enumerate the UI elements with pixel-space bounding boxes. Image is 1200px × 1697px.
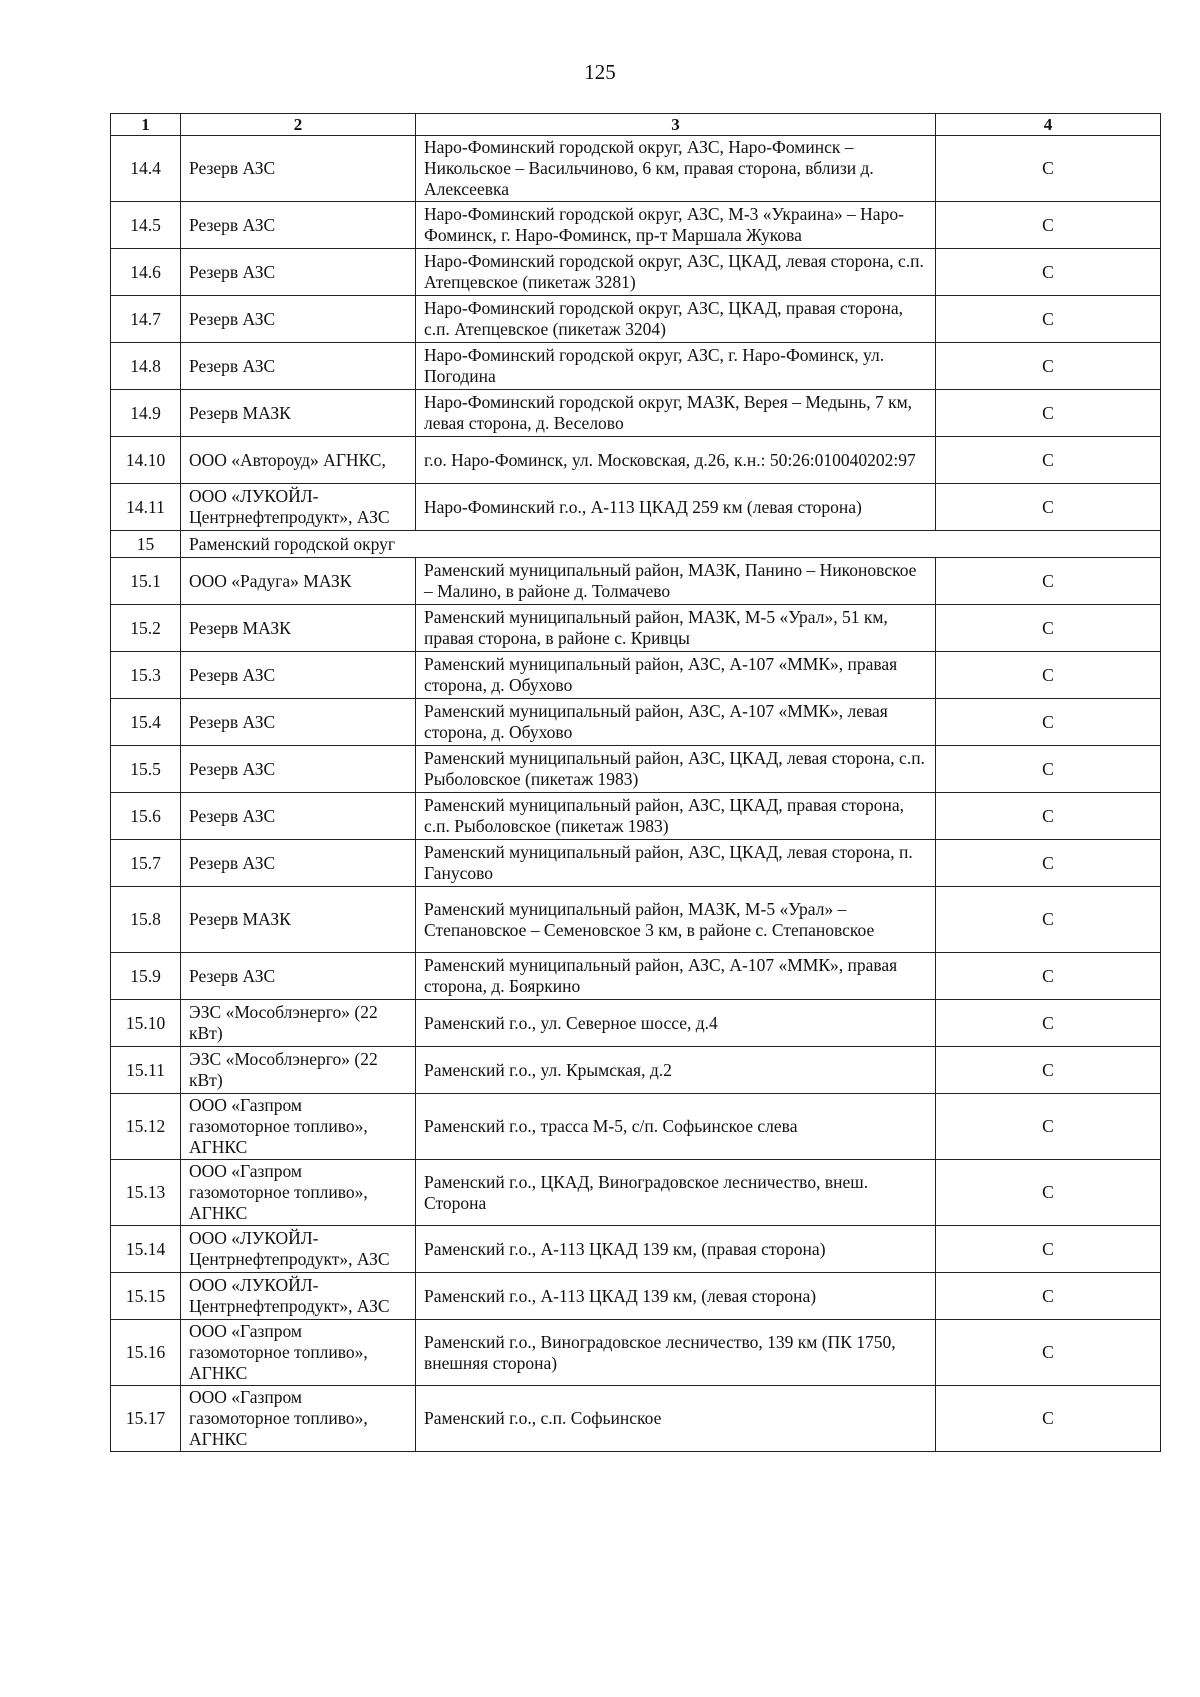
row-address: Раменский г.о., ЦКАД, Виноградовское лесничество, внеш. Сторона [416, 1160, 936, 1226]
table-row [111, 1273, 1161, 1320]
table-row [111, 605, 1161, 652]
row-number: 15.1 [111, 558, 181, 605]
column-header-1: 1 [111, 114, 181, 136]
row-name: ООО «Автороуд» АГНКС, [181, 437, 416, 484]
row-mark: С [936, 605, 1161, 652]
row-mark: С [936, 484, 1161, 531]
table-row [111, 202, 1161, 249]
row-mark: С [936, 1160, 1161, 1226]
table-section-row [111, 531, 1161, 558]
row-mark: С [936, 390, 1161, 437]
row-mark: С [936, 953, 1161, 1000]
row-address: Раменский муниципальный район, АЗС, ЦКАД, правая сторона, с.п. Рыболовское (пикетаж 1983) [416, 793, 936, 840]
row-number: 15.3 [111, 652, 181, 699]
row-number: 15.13 [111, 1160, 181, 1226]
row-name: ООО «Радуга» МАЗК [181, 558, 416, 605]
row-number: 15.15 [111, 1273, 181, 1320]
row-number: 15.14 [111, 1226, 181, 1273]
row-address: Раменский г.о., А-113 ЦКАД 139 км, (правая сторона) [416, 1226, 936, 1273]
table-row [111, 558, 1161, 605]
table-row [111, 887, 1161, 953]
row-number: 14.10 [111, 437, 181, 484]
row-mark: С [936, 887, 1161, 953]
row-mark: С [936, 652, 1161, 699]
table-row [111, 437, 1161, 484]
row-number: 14.9 [111, 390, 181, 437]
column-header-3: 3 [416, 114, 936, 136]
row-address: Наро-Фоминский городской округ, АЗС, г. Наро-Фоминск, ул. Погодина [416, 343, 936, 390]
row-address: Наро-Фоминский городской округ, АЗС, Наро-Фоминск – Никольское – Васильчиново, 6 км, правая сторона, вблизи д. Алексеевка [416, 136, 936, 202]
table-header-row [111, 114, 1161, 136]
table-row [111, 249, 1161, 296]
row-name: Резерв АЗС [181, 136, 416, 202]
row-name: Резерв АЗС [181, 296, 416, 343]
row-mark: С [936, 343, 1161, 390]
row-number: 14.4 [111, 136, 181, 202]
row-name: Резерв АЗС [181, 699, 416, 746]
row-name: ООО «Газпром газомоторное топливо», АГНКС [181, 1320, 416, 1386]
row-address: Наро-Фоминский городской округ, АЗС, ЦКАД, правая сторона, с.п. Атепцевское (пикетаж 3204) [416, 296, 936, 343]
row-address: Раменский муниципальный район, АЗС, ЦКАД, левая сторона, с.п. Рыболовское (пикетаж 1983) [416, 746, 936, 793]
row-address: Наро-Фоминский г.о., А-113 ЦКАД 259 км (левая сторона) [416, 484, 936, 531]
row-address: Раменский муниципальный район, МАЗК, Панино – Никоновское – Малино, в районе д. Толмачево [416, 558, 936, 605]
row-address: Раменский муниципальный район, МАЗК, М-5 «Урал» – Степановское – Семеновское 3 км, в районе с. Степановское [416, 887, 936, 953]
row-mark: С [936, 1226, 1161, 1273]
row-name: Резерв АЗС [181, 953, 416, 1000]
column-header-4: 4 [936, 114, 1161, 136]
row-address: Раменский муниципальный район, АЗС, А-107 «ММК», левая сторона, д. Обухово [416, 699, 936, 746]
row-number: 14.8 [111, 343, 181, 390]
row-address: г.о. Наро-Фоминск, ул. Московская, д.26, к.н.: 50:26:010040202:97 [416, 437, 936, 484]
row-name: ООО «Газпром газомоторное топливо», АГНКС [181, 1160, 416, 1226]
row-number: 15.8 [111, 887, 181, 953]
row-name: Резерв АЗС [181, 840, 416, 887]
row-address: Наро-Фоминский городской округ, АЗС, ЦКАД, левая сторона, с.п. Атепцевское (пикетаж 3281) [416, 249, 936, 296]
row-mark: С [936, 1273, 1161, 1320]
table-row [111, 484, 1161, 531]
row-address: Наро-Фоминский городской округ, АЗС, М-3 «Украина» – Наро-Фоминск, г. Наро-Фоминск, пр-т Маршала Жукова [416, 202, 936, 249]
stations-table [110, 113, 1161, 1452]
row-address: Раменский муниципальный район, АЗС, ЦКАД, левая сторона, п. Ганусово [416, 840, 936, 887]
row-number: 14.7 [111, 296, 181, 343]
row-mark: С [936, 1320, 1161, 1386]
row-name: Резерв АЗС [181, 343, 416, 390]
row-mark: С [936, 249, 1161, 296]
table-row [111, 840, 1161, 887]
table-row [111, 1226, 1161, 1273]
table-row [111, 136, 1161, 202]
row-name: ООО «ЛУКОЙЛ-Центрнефтепродукт», АЗС [181, 1273, 416, 1320]
row-name: ООО «ЛУКОЙЛ-Центрнефтепродукт», АЗС [181, 484, 416, 531]
row-name: Резерв АЗС [181, 249, 416, 296]
row-number: 14.5 [111, 202, 181, 249]
row-mark: С [936, 136, 1161, 202]
table-row [111, 746, 1161, 793]
row-address: Раменский г.о., ул. Крымская, д.2 [416, 1047, 936, 1094]
row-name: Резерв МАЗК [181, 390, 416, 437]
row-name: ЭЗС «Мособлэнерго» (22 кВт) [181, 1000, 416, 1047]
table-body [111, 136, 1161, 1452]
table-row [111, 343, 1161, 390]
document-sheet [110, 113, 1160, 1452]
row-mark: С [936, 296, 1161, 343]
row-mark: С [936, 437, 1161, 484]
row-name: Резерв АЗС [181, 202, 416, 249]
row-address: Раменский муниципальный район, АЗС, А-107 «ММК», правая сторона, д. Обухово [416, 652, 936, 699]
section-title: Раменский городской округ [181, 531, 1161, 558]
row-number: 15.2 [111, 605, 181, 652]
table-row [111, 1320, 1161, 1386]
row-name: Резерв АЗС [181, 793, 416, 840]
row-address: Наро-Фоминский городской округ, МАЗК, Верея – Медынь, 7 км, левая сторона, д. Веселово [416, 390, 936, 437]
row-number: 14.6 [111, 249, 181, 296]
table-row [111, 953, 1161, 1000]
row-mark: С [936, 558, 1161, 605]
section-number: 15 [111, 531, 181, 558]
row-name: Резерв АЗС [181, 746, 416, 793]
table-row [111, 390, 1161, 437]
row-number: 15.10 [111, 1000, 181, 1047]
row-address: Раменский г.о., А-113 ЦКАД 139 км, (левая сторона) [416, 1273, 936, 1320]
row-name: Резерв МАЗК [181, 887, 416, 953]
row-mark: С [936, 202, 1161, 249]
row-number: 15.11 [111, 1047, 181, 1094]
table-row [111, 1047, 1161, 1094]
row-number: 15.17 [111, 1386, 181, 1452]
row-name: Резерв МАЗК [181, 605, 416, 652]
row-mark: С [936, 1094, 1161, 1160]
row-number: 14.11 [111, 484, 181, 531]
table-row [111, 652, 1161, 699]
table-row [111, 699, 1161, 746]
row-address: Раменский г.о., Виноградовское лесничество, 139 км (ПК 1750, внешняя сторона) [416, 1320, 936, 1386]
row-mark: С [936, 746, 1161, 793]
column-header-2: 2 [181, 114, 416, 136]
row-mark: С [936, 1386, 1161, 1452]
table-row [111, 296, 1161, 343]
row-mark: С [936, 1000, 1161, 1047]
row-number: 15.4 [111, 699, 181, 746]
row-mark: С [936, 699, 1161, 746]
row-address: Раменский муниципальный район, МАЗК, М-5 «Урал», 51 км, правая сторона, в районе с. Кривцы [416, 605, 936, 652]
row-number: 15.5 [111, 746, 181, 793]
table-row [111, 1160, 1161, 1226]
table-row [111, 1000, 1161, 1047]
row-number: 15.9 [111, 953, 181, 1000]
row-mark: С [936, 793, 1161, 840]
row-number: 15.7 [111, 840, 181, 887]
row-number: 15.12 [111, 1094, 181, 1160]
row-mark: С [936, 840, 1161, 887]
page-number: 125 [584, 60, 616, 84]
row-address: Раменский г.о., трасса М-5, с/п. Софьинское слева [416, 1094, 936, 1160]
row-name: ООО «Газпром газомоторное топливо», АГНКС [181, 1094, 416, 1160]
row-name: ООО «Газпром газомоторное топливо», АГНКС [181, 1386, 416, 1452]
table-row [111, 793, 1161, 840]
row-address: Раменский г.о., ул. Северное шоссе, д.4 [416, 1000, 936, 1047]
row-number: 15.6 [111, 793, 181, 840]
row-address: Раменский г.о., с.п. Софьинское [416, 1386, 936, 1452]
row-number: 15.16 [111, 1320, 181, 1386]
table-row [111, 1386, 1161, 1452]
table-row [111, 1094, 1161, 1160]
row-name: ЭЗС «Мособлэнерго» (22 кВт) [181, 1047, 416, 1094]
row-address: Раменский муниципальный район, АЗС, А-107 «ММК», правая сторона, д. Бояркино [416, 953, 936, 1000]
row-name: Резерв АЗС [181, 652, 416, 699]
row-name: ООО «ЛУКОЙЛ-Центрнефтепродукт», АЗС [181, 1226, 416, 1273]
row-mark: С [936, 1047, 1161, 1094]
